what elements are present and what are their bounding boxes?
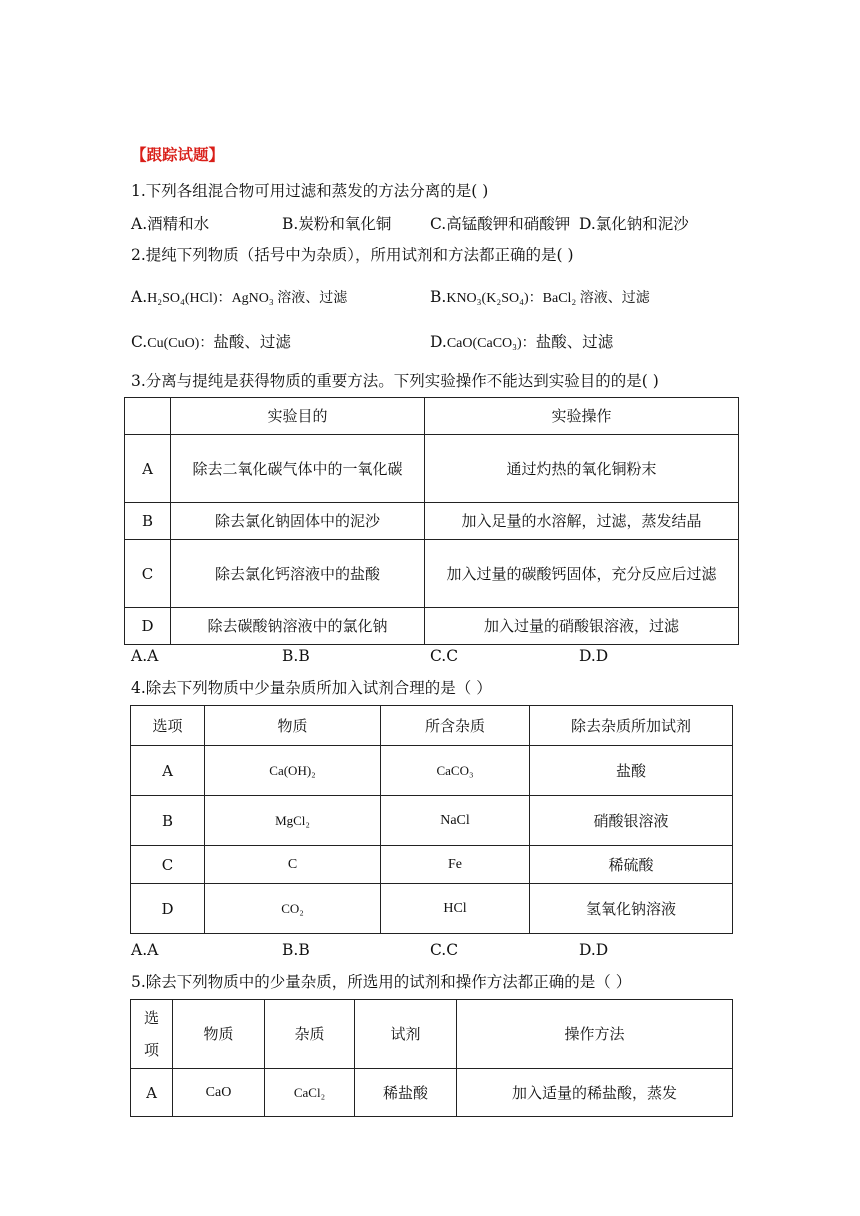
- question-2-option-a: [131, 286, 347, 310]
- table-header-row: [131, 706, 733, 746]
- question-1-option-c: C.高锰酸钾和硝酸钾: [430, 215, 571, 233]
- question-2-option-b: [430, 286, 650, 310]
- table-row: [125, 608, 739, 645]
- option-text: 盐酸、过滤: [213, 333, 291, 351]
- question-1-stem: 1.下列各组混合物可用过滤和蒸发的方法分离的是( ): [131, 182, 489, 200]
- table-cell: 硝酸银溶液: [530, 796, 733, 846]
- table-cell: C: [131, 846, 205, 884]
- question-4-stem: 4.除去下列物质中少量杂质所加入试剂合理的是（ ）: [131, 679, 492, 697]
- table-header: 选项: [131, 706, 205, 746]
- option-text: 盐酸、过滤: [535, 333, 614, 351]
- table-header-row: [131, 1000, 733, 1069]
- table-row: [131, 884, 733, 934]
- question-3-stem: 3.分离与提纯是获得物质的重要方法。下列实验操作不能达到实验目的的是( ): [131, 372, 659, 390]
- table-header-row: [125, 398, 739, 435]
- table-cell: 除去二氧化碳气体中的一氧化碳: [171, 435, 425, 503]
- option-formula: Cu(CuO)：: [147, 336, 214, 351]
- option-text: AgNO₃ 溶液、过滤: [231, 291, 348, 306]
- table-cell: 氢氧化钠溶液: [530, 884, 733, 934]
- table-cell: 除去碳酸钠溶液中的氯化钠: [171, 608, 425, 645]
- table-cell: B: [125, 503, 171, 540]
- question-1-option-b: B.炭粉和氧化铜: [282, 215, 392, 233]
- option-label: C.: [131, 333, 148, 351]
- table-cell: 盐酸: [530, 746, 733, 796]
- table-cell: 稀盐酸: [355, 1069, 457, 1117]
- question-2-option-c: [131, 331, 291, 355]
- table-row: [125, 435, 739, 503]
- table-cell: 加入适量的稀盐酸，蒸发: [457, 1069, 733, 1117]
- option-text: BaCl₂ 溶液、过滤: [542, 291, 650, 306]
- table-row: [125, 503, 739, 540]
- table-cell: MgCl₂: [205, 796, 381, 846]
- table-header: 选项: [131, 1000, 173, 1069]
- question-4-answer-c: C.C: [430, 941, 459, 959]
- table-cell: C: [125, 540, 171, 608]
- table-row: [131, 746, 733, 796]
- table-cell: CaCl₂: [265, 1069, 355, 1117]
- table-row: [131, 796, 733, 846]
- question-2-stem: 2.提纯下列物质（括号中为杂质），所用试剂和方法都正确的是( ): [131, 246, 574, 264]
- question-4-answer-a: A.A: [131, 941, 159, 959]
- table-cell: A: [125, 435, 171, 503]
- table-header: 所含杂质: [381, 706, 530, 746]
- question-5-stem: 5.除去下列物质中的少量杂质，所选用的试剂和操作方法都正确的是（ ）: [131, 973, 632, 991]
- table-cell: Fe: [381, 846, 530, 884]
- table-cell: NaCl: [381, 796, 530, 846]
- option-label: A.: [131, 288, 148, 306]
- question-1-option-d: D.氯化钠和泥沙: [579, 215, 689, 233]
- table-cell: 通过灼热的氧化铜粉末: [425, 435, 739, 503]
- option-formula: KNO₃(K₂SO₄)：: [446, 291, 543, 306]
- table-cell: Ca(OH)₂: [205, 746, 381, 796]
- table-cell: 加入过量的硝酸银溶液，过滤: [425, 608, 739, 645]
- table-header: 实验操作: [425, 398, 739, 435]
- table-cell: D: [125, 608, 171, 645]
- table-cell: C: [205, 846, 381, 884]
- option-formula: H₂SO₄(HCl)：: [147, 291, 232, 306]
- table-row: [125, 540, 739, 608]
- table-cell: 稀硫酸: [530, 846, 733, 884]
- table-cell: 除去氯化钠固体中的泥沙: [171, 503, 425, 540]
- section-heading: 【跟踪试题】: [131, 145, 225, 164]
- table-header: [125, 398, 171, 435]
- question-2-option-d: [430, 331, 613, 355]
- table-header: 杂质: [265, 1000, 355, 1069]
- question-3-answer-c: C.C: [430, 647, 459, 665]
- table-cell: HCl: [381, 884, 530, 934]
- table-cell: D: [131, 884, 205, 934]
- question-5-table: [130, 999, 733, 1117]
- table-header: 实验目的: [171, 398, 425, 435]
- question-4-table: [130, 705, 733, 934]
- question-4-answer-b: B.B: [282, 941, 310, 959]
- table-cell: CO₂: [205, 884, 381, 934]
- question-1-option-a: A.酒精和水: [131, 215, 210, 233]
- option-formula: CaO(CaCO₃)：: [446, 336, 536, 351]
- table-header: 除去杂质所加试剂: [530, 706, 733, 746]
- table-cell: 加入足量的水溶解，过滤，蒸发结晶: [425, 503, 739, 540]
- table-row: [131, 1069, 733, 1117]
- table-header: 试剂: [355, 1000, 457, 1069]
- question-4-answer-d: D.D: [579, 941, 609, 959]
- table-cell: CaCO₃: [381, 746, 530, 796]
- table-row: [131, 846, 733, 884]
- table-header: 物质: [205, 706, 381, 746]
- table-cell: B: [131, 796, 205, 846]
- table-header: 物质: [173, 1000, 265, 1069]
- question-3-table: [124, 397, 739, 645]
- table-cell: CaO: [173, 1069, 265, 1117]
- question-3-answer-a: A.A: [131, 647, 159, 665]
- table-cell: A: [131, 1069, 173, 1117]
- table-cell: A: [131, 746, 205, 796]
- question-3-answer-d: D.D: [579, 647, 609, 665]
- option-label: B.: [430, 288, 447, 306]
- option-label: D.: [430, 333, 447, 351]
- table-cell: 加入过量的碳酸钙固体，充分反应后过滤: [425, 540, 739, 608]
- table-cell: 除去氯化钙溶液中的盐酸: [171, 540, 425, 608]
- question-3-answer-b: B.B: [282, 647, 310, 665]
- table-header: 操作方法: [457, 1000, 733, 1069]
